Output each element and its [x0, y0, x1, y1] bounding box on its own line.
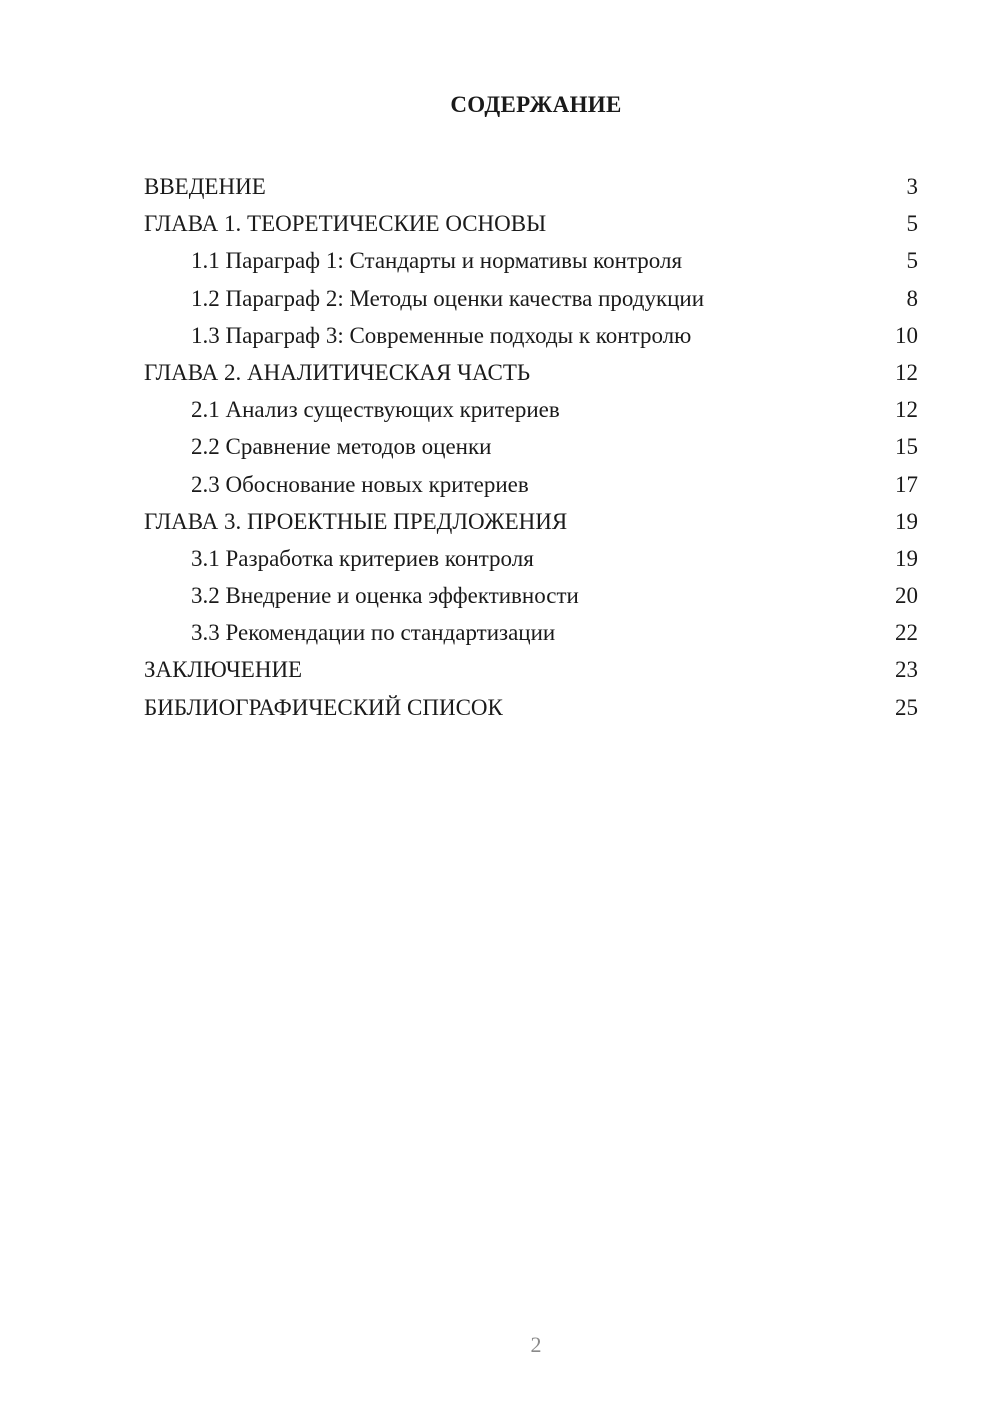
page-title: СОДЕРЖАНИЕ — [450, 92, 622, 117]
toc-entry-page: 20 — [895, 583, 918, 609]
toc-entry-page: 17 — [895, 471, 918, 497]
toc-entry-label: 3.1 Разработка критериев контроля — [191, 545, 534, 571]
toc-entry-label: ГЛАВА 1. ТЕОРЕТИЧЕСКИЕ ОСНОВЫ — [144, 211, 547, 237]
toc-entry[interactable] — [144, 614, 918, 651]
toc-entry-label: БИБЛИОГРАФИЧЕСКИЙ СПИСОК — [144, 694, 503, 720]
toc-entry[interactable] — [144, 428, 918, 465]
toc-entry-label: ЗАКЛЮЧЕНИЕ — [144, 657, 303, 683]
toc-entry-label: 1.1 Параграф 1: Стандарты и нормативы контроля — [191, 248, 683, 274]
toc-entry-page: 3 — [906, 174, 918, 199]
toc-entry-label: 3.3 Рекомендации по стандартизации — [191, 620, 556, 646]
toc-entry[interactable] — [144, 503, 918, 540]
toc-entry-page: 19 — [895, 508, 918, 534]
toc-entry-page: 8 — [906, 285, 918, 311]
toc-entry-label: 1.3 Параграф 3: Современные подходы к контролю — [191, 322, 692, 348]
toc-entry-page: 25 — [895, 694, 918, 720]
toc-entry[interactable] — [144, 280, 918, 317]
toc-entry-page: 12 — [895, 397, 918, 423]
toc-entry[interactable] — [144, 466, 918, 503]
toc-entry[interactable] — [144, 354, 918, 391]
toc-entry-label: ВВЕДЕНИЕ — [144, 174, 266, 199]
page-number: 2 — [530, 1332, 542, 1357]
toc-entry-label: 2.2 Сравнение методов оценки — [191, 434, 492, 460]
toc-entry[interactable] — [144, 317, 918, 354]
toc-entry-page: 22 — [895, 620, 918, 646]
toc-entry-label: ГЛАВА 3. ПРОЕКТНЫЕ ПРЕДЛОЖЕНИЯ — [144, 508, 568, 534]
toc-entry[interactable] — [144, 577, 918, 614]
toc-entry[interactable] — [144, 651, 918, 688]
toc-entry-label: 3.2 Внедрение и оценка эффективности — [191, 583, 579, 609]
toc-entry-page: 15 — [895, 434, 918, 460]
toc-entry-label: ГЛАВА 2. АНАЛИТИЧЕСКАЯ ЧАСТЬ — [144, 359, 531, 385]
toc-entry-label: 2.3 Обоснование новых критериев — [191, 471, 529, 497]
toc-entry[interactable] — [144, 391, 918, 428]
toc-entry[interactable] — [144, 540, 918, 577]
toc-entry[interactable] — [144, 689, 918, 726]
toc-entry[interactable] — [144, 168, 918, 205]
toc-entry-label: 2.1 Анализ существующих критериев — [191, 397, 560, 423]
table-of-contents — [144, 168, 918, 726]
toc-entry-page: 10 — [895, 322, 918, 348]
toc-entry-page: 5 — [906, 248, 918, 274]
toc-entry-page: 12 — [895, 359, 918, 385]
toc-entry[interactable] — [144, 205, 918, 242]
toc-entry-page: 23 — [895, 657, 918, 683]
toc-entry[interactable] — [144, 242, 918, 279]
toc-entry-label: 1.2 Параграф 2: Методы оценки качества продукции — [191, 285, 705, 311]
toc-entry-page: 19 — [895, 545, 918, 571]
toc-entry-page: 5 — [906, 211, 918, 237]
